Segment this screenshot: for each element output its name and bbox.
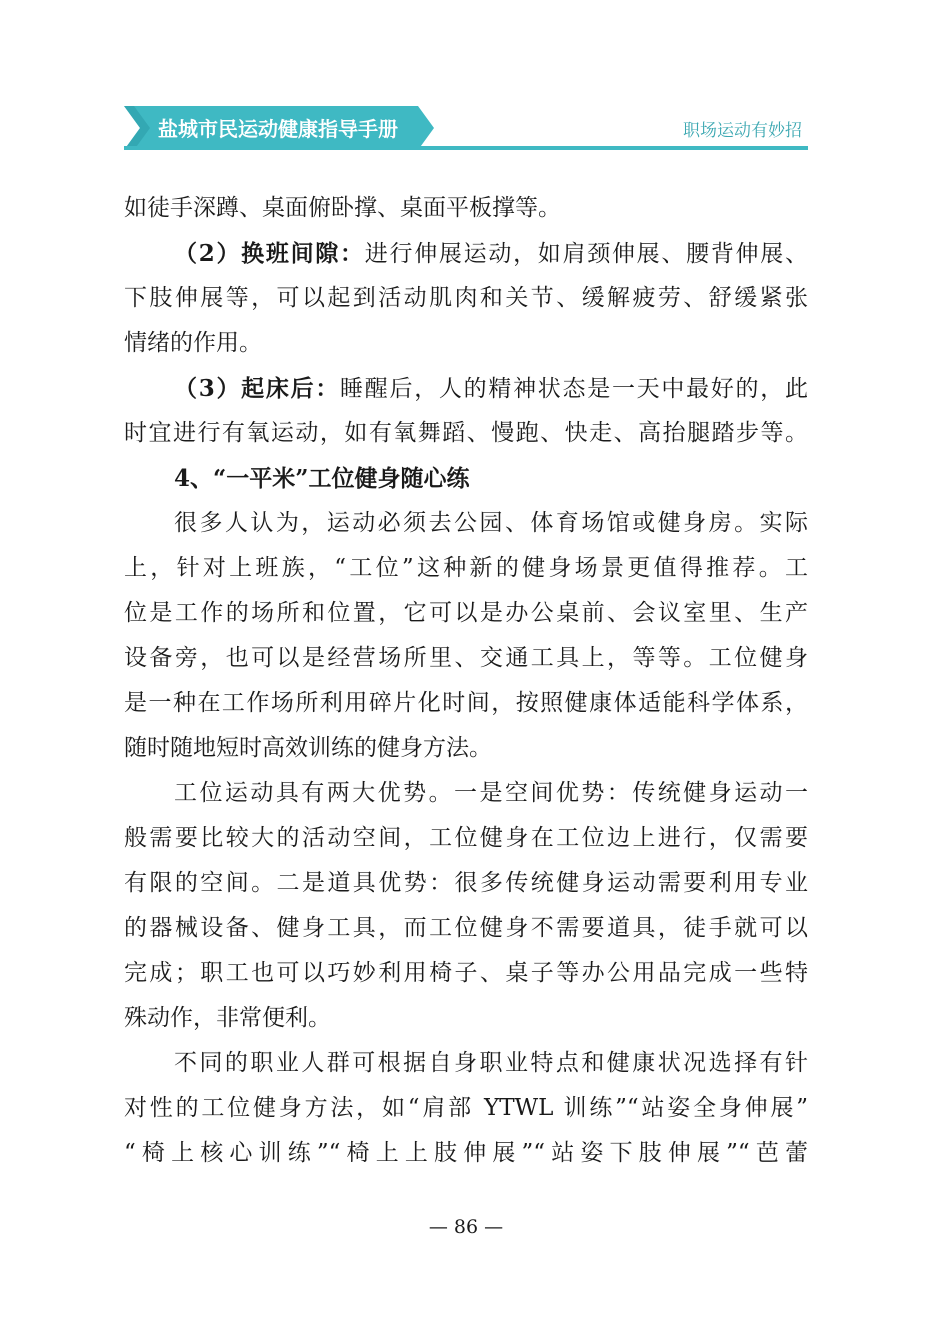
paragraph-4-line-1: 很多人认为，运动必须去公园、体育场馆或健身房。实际 [174, 510, 808, 536]
paragraph-4-line-6: 随时随地短时高效训练的健身方法。 [124, 735, 492, 761]
paragraph-5-line-6: 殊动作，非常便利。 [124, 1005, 331, 1031]
paragraph-5-line-1: 工位运动具有两大优势。一是空间优势：传统健身运动一 [174, 780, 808, 806]
header-rule [124, 146, 808, 150]
paragraph-3-label: （3）起床后： [174, 375, 341, 402]
paragraph-4-line-3: 位是工作的场所和位置，它可以是办公桌前、会议室里、生产 [124, 600, 808, 626]
page-number: — 86 — [428, 1216, 504, 1238]
paragraph-5-line-2: 般需要比较大的活动空间，工位健身在工位边上进行，仅需要 [124, 825, 808, 851]
paragraph-5-line-3: 有限的空间。二是道具优势：很多传统健身运动需要利用专业 [124, 870, 808, 896]
paragraph-3-line-1 [124, 366, 808, 411]
header-section-name: 职场运动有妙招 [683, 121, 802, 141]
paragraph-3-line-2: 时宜进行有氧运动，如有氧舞蹈、慢跑、快走、高抬腿踏步等。 [124, 420, 808, 446]
paragraph-5-line-4: 的器械设备、健身工具，而工位健身不需要道具，徒手就可以 [124, 915, 808, 941]
paragraph-4-line-2: 上，针对上班族，“工位”这种新的健身场景更值得推荐。工 [124, 555, 808, 581]
paragraph-6-line-1: 不同的职业人群可根据自身职业特点和健康状况选择有针 [174, 1050, 808, 1076]
paragraph-2-line-1 [124, 231, 808, 276]
paragraph-2-line-3: 情绪的作用。 [124, 330, 262, 356]
page-header [124, 106, 808, 152]
paragraph-5-line-5: 完成；职工也可以巧妙利用椅子、桌子等办公用品完成一些特 [124, 960, 808, 986]
paragraph-3-line-1-text: 睡醒后，人的精神状态是一天中最好的，此 [340, 376, 808, 402]
paragraph-2-line-1-text: 进行伸展运动，如肩颈伸展、腰背伸展、 [364, 241, 808, 267]
section-heading-4: 4、“一平米”工位健身随心练 [174, 465, 470, 492]
paragraph-4-line-4: 设备旁，也可以是经营场所里、交通工具上，等等。工位健身 [124, 645, 808, 671]
paragraph-4-line-5: 是一种在工作场所利用碎片化时间，按照健康体适能科学体系， [124, 690, 808, 716]
paragraph-6-line-3: “椅上核心训练”“椅上上肢伸展”“站姿下肢伸展”“芭蕾 [124, 1140, 808, 1166]
paragraph-1-line-1: 如徒手深蹲、桌面俯卧撑、桌面平板撑等。 [124, 195, 561, 221]
page-content [124, 186, 808, 1176]
paragraph-2-label: （2）换班间隙： [174, 240, 365, 267]
paragraph-2-line-2: 下肢伸展等，可以起到活动肌肉和关节、缓解疲劳、舒缓紧张 [124, 285, 808, 311]
header-title: 盐城市民运动健康指导手册 [158, 117, 398, 141]
paragraph-6-line-2: 对性的工位健身方法，如“肩部 YTWL 训练”“站姿全身伸展” [124, 1095, 808, 1121]
